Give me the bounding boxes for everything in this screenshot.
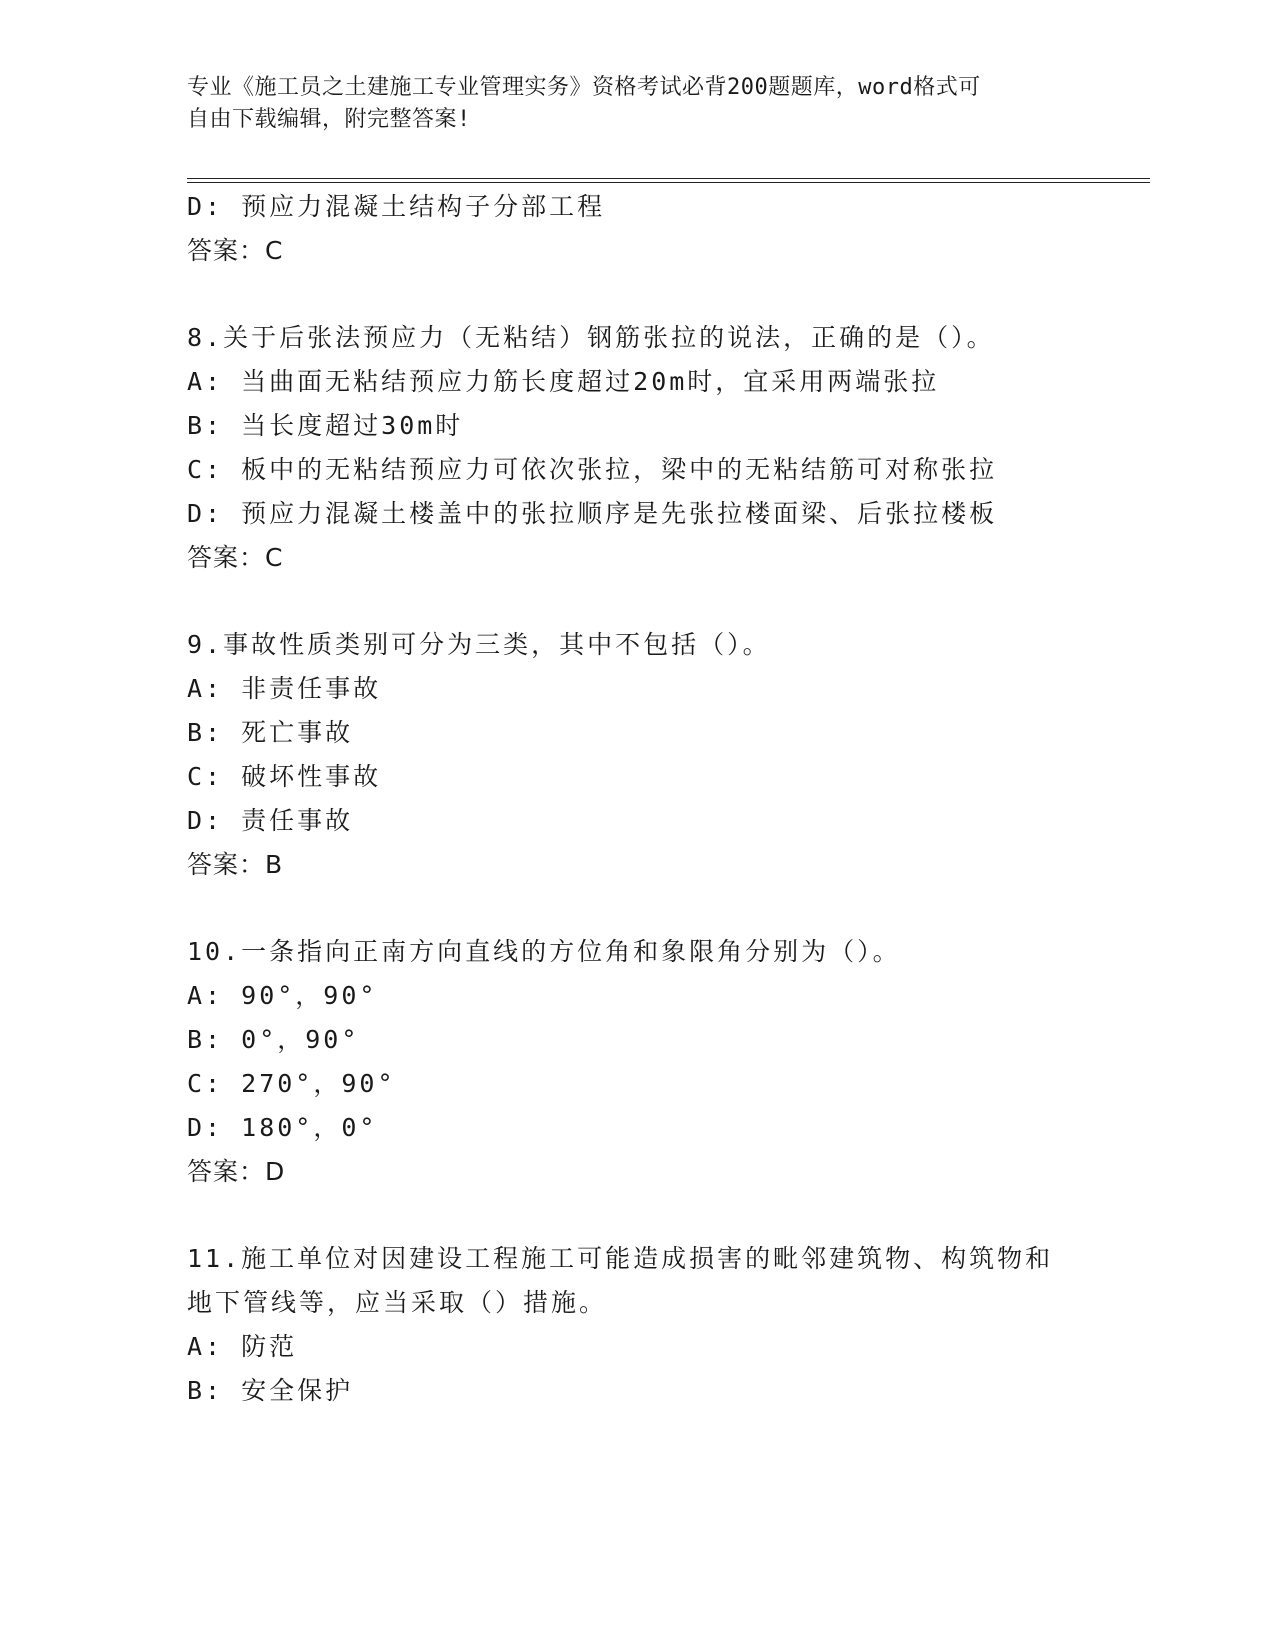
question-11-stem-line-2: 地下管线等，应当采取（）措施。 (187, 1288, 608, 1317)
header-line-2: 自由下载编辑，附完整答案! (187, 107, 471, 132)
question-8-option-c: C: 板中的无粘结预应力可依次张拉，梁中的无粘结筋可对称张拉 (187, 455, 998, 484)
question-8-option-d: D: 预应力混凝土楼盖中的张拉顺序是先张拉楼面梁、后张拉楼板 (187, 499, 998, 528)
question-9-answer: 答案：B (187, 850, 284, 879)
header-rule-top (187, 178, 1150, 179)
question-10-option-b: B: 0°，90° (187, 1025, 360, 1054)
prev-option-d: D: 预应力混凝土结构子分部工程 (187, 192, 606, 221)
question-11-option-a: A: 防范 (187, 1332, 298, 1361)
question-10-option-c: C: 270°，90° (187, 1069, 396, 1098)
question-8-stem: 8.关于后张法预应力（无粘结）钢筋张拉的说法，正确的是（）。 (187, 323, 995, 352)
page-header (187, 72, 1067, 136)
question-9-option-b: B: 死亡事故 (187, 718, 354, 747)
header-line-1: 专业《施工员之土建施工专业管理实务》资格考试必背200题题库，word格式可 (187, 75, 981, 100)
question-10-answer: 答案：D (187, 1157, 286, 1186)
question-11-option-b: B: 安全保护 (187, 1376, 354, 1405)
question-10-option-a: A: 90°，90° (187, 981, 378, 1010)
question-10-option-d: D: 180°，0° (187, 1113, 378, 1142)
question-8-answer: 答案：C (187, 543, 284, 572)
question-8-option-a: A: 当曲面无粘结预应力筋长度超过20m时，宜采用两端张拉 (187, 367, 940, 396)
question-8-option-b: B: 当长度超过30m时 (187, 411, 464, 440)
header-rule-bottom (187, 182, 1150, 183)
question-9-stem: 9.事故性质类别可分为三类，其中不包括（）。 (187, 630, 771, 659)
question-9-option-a: A: 非责任事故 (187, 674, 382, 703)
question-10-stem: 10.一条指向正南方向直线的方位角和象限角分别为（）。 (187, 937, 901, 966)
prev-answer: 答案：C (187, 236, 284, 265)
question-9-option-c: C: 破坏性事故 (187, 762, 382, 791)
question-9-option-d: D: 责任事故 (187, 806, 354, 835)
question-11-stem-line-1: 11.施工单位对因建设工程施工可能造成损害的毗邻建筑物、构筑物和 (187, 1244, 1054, 1273)
